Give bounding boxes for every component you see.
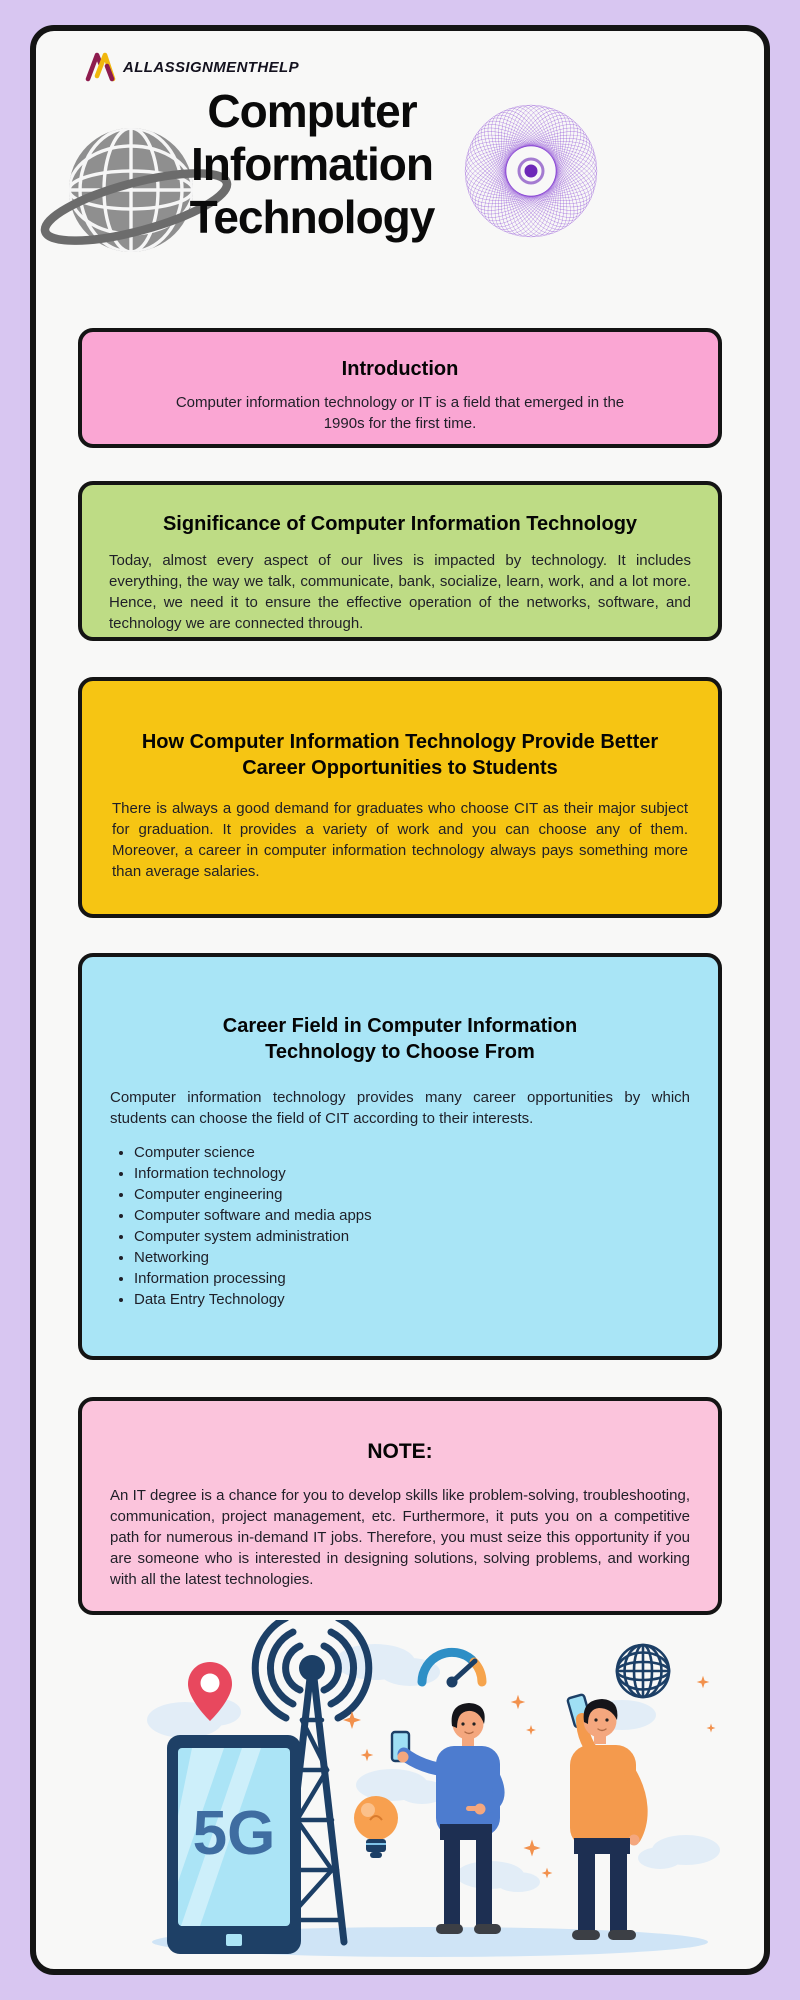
brand-logo — [85, 52, 299, 82]
brand-name: ALLASSIGNMENTHELP — [123, 58, 299, 76]
person-blue-with-phone — [392, 1703, 501, 1934]
card-title: How Computer Information Technology Provide Better Career Opportunities to Students — [141, 731, 659, 779]
card-title: Career Field in Computer Information Technology to Choose From — [222, 1015, 578, 1063]
brand-logo-icon — [85, 52, 117, 82]
title-line-2: Information — [191, 138, 433, 190]
list-item: • Information technology — [134, 1164, 690, 1184]
tablet-5g-icon — [167, 1735, 301, 1954]
card-note — [78, 1397, 722, 1615]
list-item: • Information processing — [134, 1269, 690, 1289]
list-item: • Computer engineering — [134, 1185, 690, 1205]
card-significance — [78, 481, 722, 641]
card-body: An IT degree is a chance for you to develop skills like problem-solving, troubleshooting, communication, project management, etc. Furthermore, it puts you on a competitive path for numerous in-demand IT jobs. Therefore, you must seize this opportunity if you are someone who is interested in designing solutions, solving problems, and working with all the latest technologies. — [110, 1487, 690, 1588]
list-item: • Computer science — [134, 1143, 690, 1163]
card-career-opportunities — [78, 677, 722, 918]
card-body: Today, almost every aspect of our lives is impacted by technology. It includes everything, the way we talk, communicate, bank, socialize, learn, work, and a lot more. Hence, we need it to ensure the effective operation of the networks, software, and technology we are connected through. — [109, 552, 691, 632]
person-orange-on-call — [567, 1694, 641, 1940]
list-item: • Computer software and media apps — [134, 1206, 690, 1226]
card-body: There is always a good demand for graduates who choose CIT as their major subject for graduation. It provides a variety of work and you can choose any of them. Moreover, a career in computer information technology always pays something more than average salaries. — [112, 800, 688, 880]
spirograph-decoration-icon — [463, 103, 600, 240]
list-item: • Computer system administration — [134, 1227, 690, 1247]
card-title: Introduction — [341, 358, 459, 380]
card-career-fields — [78, 953, 722, 1360]
content-panel — [30, 25, 770, 1975]
card-introduction — [78, 328, 722, 448]
title-line-3: Technology — [189, 191, 435, 243]
tablet-5g-label: 5G — [192, 1799, 276, 1868]
card-title: NOTE: — [367, 1440, 433, 1463]
lightbulb-icon — [354, 1796, 398, 1858]
card-body: Computer information technology or IT is a field that emerged in the 1990s for the first time. — [175, 394, 625, 432]
title-line-1: Computer — [207, 85, 417, 137]
wireframe-globe-icon — [617, 1645, 669, 1697]
list-item: • Data Entry Technology — [134, 1290, 690, 1310]
5g-technology-illustration — [130, 1620, 730, 1965]
card-body: Computer information technology provides many career opportunities by which students can choose the field of CIT according to their interests. — [110, 1089, 690, 1127]
list-item: • Networking — [134, 1248, 690, 1268]
card-title: Significance of Computer Information Technology — [162, 513, 638, 535]
career-fields-list — [134, 1143, 690, 1310]
